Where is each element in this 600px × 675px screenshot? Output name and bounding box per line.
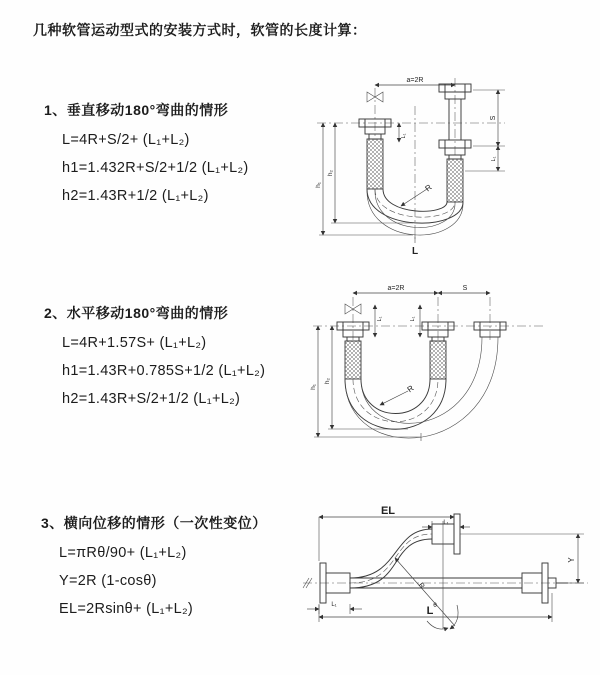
- dim-label-s: S: [490, 115, 497, 121]
- dim-label-h1: h₁: [315, 182, 322, 188]
- dim-label-l1: L₁: [491, 156, 497, 162]
- page-title: 几种软管运动型式的安装方式时，软管的长度计算：: [33, 22, 367, 38]
- left-braided-hose: [367, 139, 383, 189]
- radius-label: R: [416, 581, 426, 591]
- formula-line: L=4R+S/2+ (L₁+L₂): [62, 132, 190, 148]
- angle-swing-arrow: [427, 621, 448, 629]
- radius-label: R: [405, 383, 416, 395]
- right-braided-hose: [447, 159, 463, 202]
- formula-line: EL=2Rsinθ+ (L₁+L₂): [59, 601, 194, 617]
- section-2-heading: 2、水平移动180°弯曲的情形: [44, 305, 229, 321]
- dim-label-l1: L₁: [401, 133, 407, 139]
- length-label: L: [411, 246, 419, 257]
- formula-line: Y=2R (1-cosθ): [59, 573, 157, 589]
- dim-label-a2r: a=2R: [406, 77, 424, 84]
- section-3-heading: 3、横向位移的情形（一次性变位）: [41, 515, 267, 531]
- diagram-lateral-displacement: [300, 501, 592, 649]
- formula-line: L=πRθ/90+ (L₁+L₂): [59, 545, 187, 561]
- radius-leader-line: [395, 558, 455, 626]
- angle-label: θ: [433, 602, 437, 609]
- radius-leader-line: [380, 391, 408, 405]
- left-braided-hose: [345, 341, 361, 379]
- dim-label-y: Y: [567, 557, 576, 563]
- formula-line: L=4R+1.57S+ (L₁+L₂): [62, 335, 207, 351]
- displaced-hose-curve: [350, 529, 432, 591]
- dim-label-l1: L₁: [410, 316, 416, 322]
- section-2: [44, 303, 265, 407]
- dim-label-h2: h₂: [327, 169, 334, 177]
- section-1-heading: 1、垂直移动180°弯曲的情形: [44, 102, 229, 118]
- dim-label-l: L: [426, 605, 434, 617]
- formula-line: h1=1.43R+0.785S+1/2 (L₁+L₂): [62, 363, 266, 379]
- dim-label-a2r: a=2R: [387, 285, 405, 292]
- diagram-vertical-180-bend: [315, 70, 585, 260]
- section-3: [41, 513, 267, 617]
- radius-label: R: [423, 182, 434, 194]
- section-1: [44, 100, 249, 204]
- middle-braided-hose: [430, 341, 446, 379]
- hose-loop-curves: [345, 337, 498, 438]
- formula-line: h1=1.432R+S/2+1/2 (L₁+L₂): [62, 160, 249, 176]
- dim-label-l1: L₁: [443, 520, 449, 526]
- formula-line: h2=1.43R+S/2+1/2 (L₁+L₂): [62, 391, 241, 407]
- diagram-horizontal-180-bend: [308, 281, 593, 459]
- dim-label-h1: h₁: [310, 384, 317, 390]
- formula-line: h2=1.43R+1/2 (L₁+L₂): [62, 188, 209, 204]
- radius-leader-line: [401, 189, 427, 206]
- dim-label-s: S: [462, 285, 468, 292]
- dim-label-h2: h₂: [324, 377, 331, 385]
- dim-label-el: EL: [380, 505, 396, 517]
- dim-label-l1: L₁: [377, 316, 383, 322]
- dim-label-l1: L₁: [331, 602, 337, 608]
